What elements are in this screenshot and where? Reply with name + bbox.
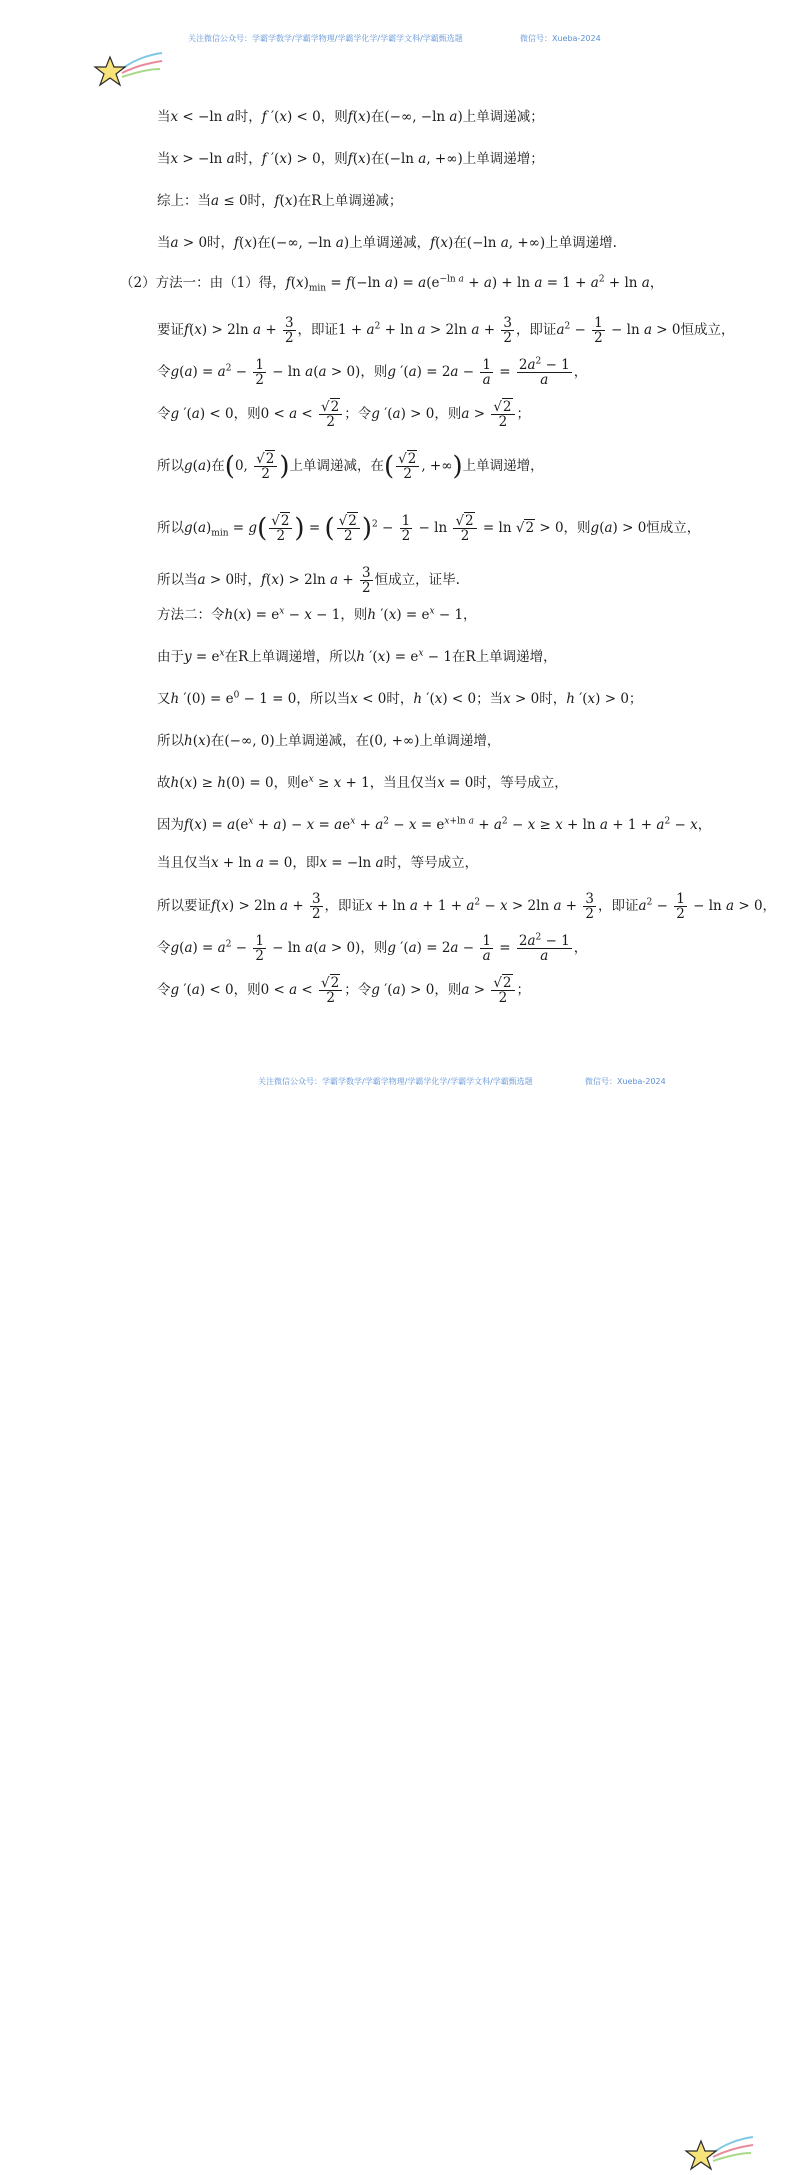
text-fragment: ，即证 [598, 898, 639, 914]
text-fragment: 上单调递增， [419, 733, 501, 749]
text-fragment: 要证 [157, 322, 184, 338]
text-line: 因为$f(x) = a(e^x + a) - x = ae^x + a^2 - x = e^{x+ln a} + a^2 - x \ge x + \ln a + 1 + a^2 - x$， [157, 816, 712, 833]
star-logo-icon [683, 2131, 755, 2175]
text-line: （2）方法一：由（1）得，$f(x)_{min} = f(-\ln$ $a) = a(e^{-ln a} + a) + \ln a = 1 + a^2 + \ln a$， [120, 274, 664, 294]
text-fragment: 时， [234, 109, 262, 125]
text-fragment: ，则 [563, 520, 591, 536]
footer-wechat-accounts: 关注微信公众号：学霸学数学/学霸学物理/学霸学化学/学霸学文科/学霸甄选题 [258, 1077, 533, 1086]
text-fragment: 时， [207, 235, 235, 251]
text-line: 所以$g(a)_{min} = g$( $\frac{√2}{2}$ ) = ( $\frac{√2}{2}$ )$^2$ − $\frac{1}{2}$ − ln $\frac{√2}{2}$ = ln √2 > 0，则g(a) > 0恒成立， [157, 513, 701, 544]
text-line: 所以当a > 0时，f(x) > 2ln a + $\frac{3}{2}$ 恒成立，证毕. [157, 565, 460, 596]
text-fragment: （2）方法一：由（1）得， [120, 275, 286, 291]
text-fragment: 所以当 [157, 572, 198, 588]
text-fragment: ；令 [344, 982, 372, 998]
text-fragment: 在 [211, 458, 225, 474]
text-fragment: 恒成立， [680, 322, 735, 338]
text-fragment: 上单调递减； [462, 109, 544, 125]
text-fragment: 由于 [157, 649, 184, 665]
text-fragment: ，即证 [324, 898, 366, 914]
text-line: 由于$y = e^x$在R上单调递增，所以h $'(x) = e^x - 1$在R上单调递增， [157, 648, 557, 665]
text-line: 当x < −ln a时，f ′(x) < 0，则f(x)在(−∞, −ln a)上单调递减； [157, 109, 544, 125]
star-logo-icon [92, 47, 164, 91]
text-fragment: ，则 [233, 406, 261, 422]
text-fragment: ，则 [360, 364, 388, 380]
text-fragment: ，当且仅当 [369, 775, 438, 791]
text-line: 令g ′(a) < 0，则0 < a < $\frac{√2}{2}$ ；令g ′(a) > 0，则a > $\frac{√2}{2}$ ； [157, 975, 531, 1006]
text-fragment: ，即 [292, 855, 320, 871]
footer-wechat-id: 微信号：Xueba-2024 [585, 1077, 666, 1086]
text-fragment: 在R上单调递增， [451, 649, 557, 665]
text-fragment: 时， [247, 193, 275, 209]
text-fragment: 时， [539, 691, 567, 707]
text-fragment: 上单调递减， [349, 235, 431, 251]
text-fragment: 又 [157, 691, 171, 707]
text-fragment: 所以 [157, 458, 184, 474]
text-fragment: ，则 [320, 151, 348, 167]
text-fragment: ，则 [360, 940, 388, 956]
text-fragment: 综上：当 [157, 193, 211, 209]
text-fragment: 时， [234, 151, 262, 167]
header-wechat-id: 微信号：Xueba-2024 [520, 34, 601, 43]
text-line: 所以g(a)在(0, $\frac{√2}{2}$ )上单调递减，在( $\frac{√2}{2}$ , +∞)上单调递增， [157, 451, 544, 482]
text-fragment: 当 [157, 151, 171, 167]
text-line: 方法二：令$h(x) = e^x - x - 1$，则h $'(x) = e^x - 1$， [157, 606, 477, 623]
text-fragment: 时， [234, 572, 262, 588]
text-fragment: 令 [157, 364, 171, 380]
text-fragment: 令 [157, 406, 171, 422]
text-fragment: 上单调递减，在 [274, 733, 370, 749]
text-fragment: 在 [370, 151, 385, 167]
text-fragment: 所以要证 [157, 898, 211, 914]
text-line: 当x > −ln a时，f ′(x) > 0，则f(x)在(−ln a, +∞)上单调递增； [157, 151, 544, 167]
text-fragment: 在 [453, 235, 467, 251]
text-fragment: 在 [257, 235, 271, 251]
text-fragment: 方法二：令 [157, 607, 225, 623]
text-fragment: 故 [157, 775, 171, 791]
text-fragment: 令 [157, 982, 171, 998]
text-fragment: 上单调递减，在 [289, 458, 384, 474]
text-line: 所以h(x)在(−∞, 0)上单调递减，在(0, +∞)上单调递增， [157, 733, 501, 749]
text-fragment: 时， [386, 691, 414, 707]
text-fragment: ，则 [434, 406, 462, 422]
text-line: 令$g(a) = a^2$ − $\frac{1}{2}$ − ln a(a > 0)，则g ′(a) = 2a − $\frac{1}{a}$ = $\frac{2a^2 - 1}{a}$ ， [157, 932, 588, 964]
text-fragment: 所以 [157, 733, 184, 749]
text-fragment: 在R上单调递减； [297, 193, 403, 209]
text-line: 综上：当a ≤ 0时，f(x)在R上单调递减； [157, 193, 403, 209]
text-fragment: ，则 [273, 775, 301, 791]
text-line: 所以要证f(x) > 2ln a + $\frac{3}{2}$ ，即证$x + \ln a + 1 + a^2 - x > 2\ln$ a + $\frac{3}{2}$ ，即证$a^2$ − $\frac{1}{2}$ − ln a > 0， [157, 891, 777, 922]
text-line: 要证f(x) > 2ln a + $\frac{3}{2}$ ，即证$1 + a^2 + \ln a > 2\ln$ a + $\frac{3}{2}$ ，即证$a^2$ − $\frac{1}{2}$ − ln a > 0恒成立， [157, 315, 735, 346]
text-fragment: 在R上单调递增，所以 [224, 649, 357, 665]
text-fragment: ，则 [233, 982, 261, 998]
text-fragment: ，则 [320, 109, 348, 125]
text-fragment: 在 [370, 109, 385, 125]
text-fragment: 时，等号成立， [383, 855, 479, 871]
text-fragment: 所以 [157, 520, 184, 536]
text-fragment: ；当 [476, 691, 504, 707]
text-fragment: 上单调递增. [545, 235, 617, 251]
text-line: 令g ′(a) < 0，则0 < a < $\frac{√2}{2}$ ；令g ′(a) > 0，则a > $\frac{√2}{2}$ ； [157, 399, 531, 430]
text-line: 故h(x) ≥ h(0) = 0，则$e^x \ge x + 1$，当且仅当x = 0时，等号成立， [157, 774, 568, 791]
text-fragment: ，即证 [515, 322, 557, 338]
text-line: 又h $'(0) = e^0 - 1 = 0$，所以当x < 0时，h ′(x) < 0；当x > 0时，h ′(x) > 0； [157, 690, 643, 707]
text-fragment: 时，等号成立， [473, 775, 568, 791]
text-fragment: 当且仅当 [157, 855, 211, 871]
text-line: 令$g(a) = a^2$ − $\frac{1}{2}$ − ln a(a > 0)，则g ′(a) = 2a − $\frac{1}{a}$ = $\frac{2a^2 - 1}{a}$ ， [157, 356, 588, 388]
text-fragment: ，则 [340, 607, 368, 623]
text-line: 当且仅当x + ln a = 0，即x = −ln a时，等号成立， [157, 855, 479, 871]
text-fragment: 令 [157, 940, 171, 956]
text-fragment: 在 [210, 733, 225, 749]
text-fragment: 上单调递增； [462, 151, 544, 167]
text-fragment: 上单调递增， [462, 458, 544, 474]
header-wechat-accounts: 关注微信公众号：学霸学数学/学霸学物理/学霸学化学/学霸学文科/学霸甄选题 [188, 34, 463, 43]
text-fragment: 当 [157, 109, 171, 125]
text-fragment: ，即证 [297, 322, 339, 338]
text-fragment: 恒成立，证毕. [374, 572, 460, 588]
text-fragment: 因为 [157, 817, 184, 833]
text-fragment: ，则 [434, 982, 462, 998]
text-fragment: ，所以当 [296, 691, 351, 707]
text-line: 当a > 0时，f(x)在(−∞, −ln a)上单调递减，f(x)在(−ln a, +∞)上单调递增. [157, 235, 617, 251]
text-fragment: 恒成立， [646, 520, 701, 536]
text-fragment: ；令 [344, 406, 372, 422]
text-fragment: 当 [157, 235, 171, 251]
